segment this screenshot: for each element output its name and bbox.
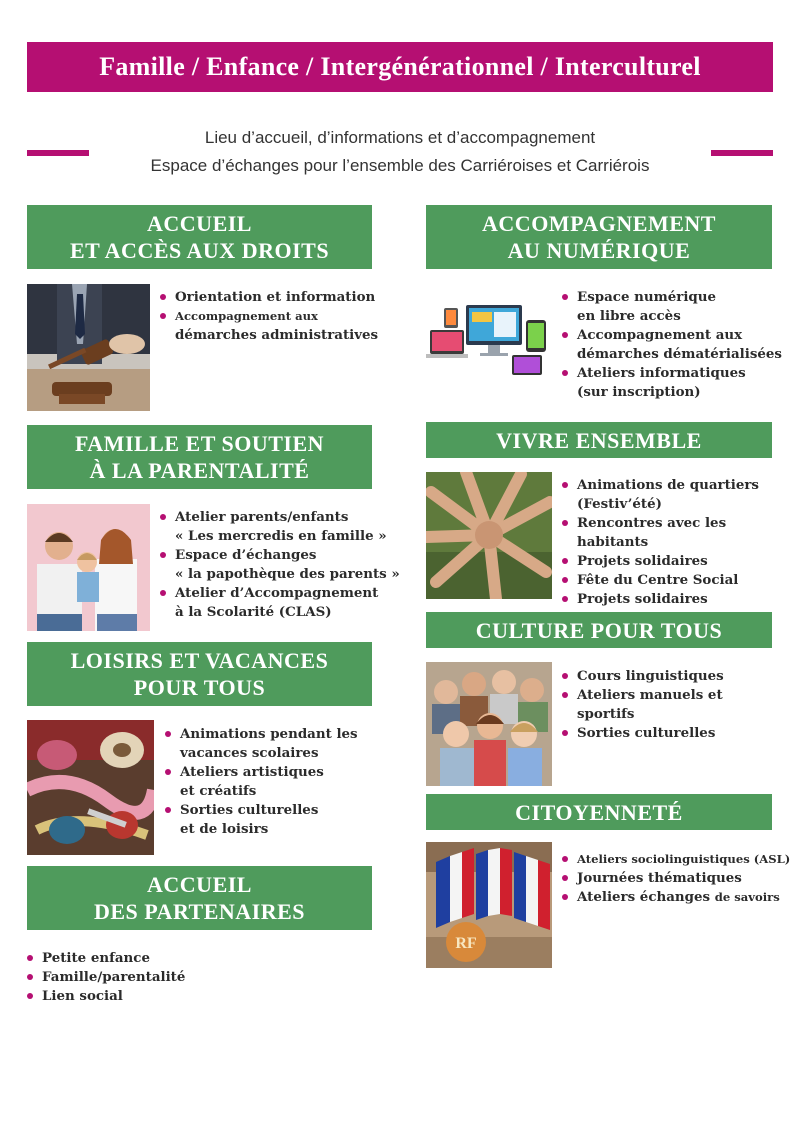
gavel-photo xyxy=(27,284,150,411)
list-loisirs xyxy=(165,725,358,839)
left-accent-bar xyxy=(27,150,89,156)
intro-line-2: Espace d’échanges pour l’ensemble des Carriéroises et Carriérois xyxy=(150,156,650,175)
header-line: ACCOMPAGNEMENT xyxy=(482,211,716,236)
section-header-culture xyxy=(426,612,772,648)
list-numerique xyxy=(562,288,782,402)
list-item: Ateliers artistiques et créatifs xyxy=(165,763,358,801)
section-header-famille xyxy=(27,425,372,489)
list-item: Atelier d’Accompagnement à la Scolarité (CLAS) xyxy=(160,584,400,622)
list-item: Atelier parents/enfants « Les mercredis en famille » xyxy=(160,508,400,546)
list-vivre-ensemble xyxy=(562,476,759,609)
hands-photo xyxy=(426,472,552,599)
list-item: Espace d’échanges « la papothèque des parents » xyxy=(160,546,400,584)
group-photo xyxy=(426,662,552,786)
list-item: Cours linguistiques xyxy=(562,667,724,686)
list-accueil-droits xyxy=(160,288,378,345)
list-item: Ateliers échanges de savoirs xyxy=(562,888,790,907)
header-line: LOISIRS ET VACANCES xyxy=(70,648,329,673)
list-item: Rencontres avec les habitants xyxy=(562,514,759,552)
header-line: CULTURE POUR TOUS xyxy=(475,617,723,643)
list-item: Petite enfance xyxy=(27,949,185,968)
section-header-partenaires xyxy=(27,866,372,930)
list-item: Ateliers sociolinguistiques (ASL) xyxy=(562,850,790,869)
list-item: Ateliers informatiques (sur inscription) xyxy=(562,364,782,402)
section-header-loisirs xyxy=(27,642,372,706)
rf-badge-text: RF xyxy=(455,935,477,952)
right-accent-bar xyxy=(711,150,773,156)
list-item: Sorties culturelles et de loisirs xyxy=(165,801,358,839)
header-line: DES PARTENAIRES xyxy=(93,899,306,924)
header-line: AU NUMÉRIQUE xyxy=(507,238,691,263)
list-item: Fête du Centre Social xyxy=(562,571,759,590)
header-line: FAMILLE ET SOUTIEN xyxy=(74,431,325,456)
list-citoyennete xyxy=(562,850,790,907)
list-item: Animations pendant les vacances scolaires xyxy=(165,725,358,763)
sewing-photo xyxy=(27,720,154,855)
header-line: ACCUEIL xyxy=(147,211,252,236)
list-item: Projets solidaires xyxy=(562,552,759,571)
intro-line-1: Lieu d’accueil, d’informations et d’accompagnement xyxy=(204,128,596,147)
header-line: ET ACCÈS AUX DROITS xyxy=(69,238,330,263)
family-photo xyxy=(27,504,150,631)
header-line: POUR TOUS xyxy=(133,675,266,700)
list-item: Accompagnement aux démarches dématérialisées xyxy=(562,326,782,364)
flags-photo xyxy=(426,842,552,968)
page-banner: Famille / Enfance / Intergénérationnel / Interculturel xyxy=(27,42,773,92)
list-item: Espace numérique en libre accès xyxy=(562,288,782,326)
list-famille xyxy=(160,508,400,622)
list-item: Projets solidaires xyxy=(562,590,759,609)
list-item: Animations de quartiers (Festiv’été) xyxy=(562,476,759,514)
list-item: Ateliers manuels et sportifs xyxy=(562,686,724,724)
section-header-vivre-ensemble xyxy=(426,422,772,458)
list-item: Famille/parentalité xyxy=(27,968,185,987)
section-header-numerique xyxy=(426,205,772,269)
header-line: À LA PARENTALITÉ xyxy=(89,458,310,483)
header-line: CITOYENNETÉ xyxy=(515,799,683,825)
header-line: ACCUEIL xyxy=(147,872,252,897)
list-culture xyxy=(562,667,724,743)
header-line: VIVRE ENSEMBLE xyxy=(496,427,702,453)
list-item: Orientation et information xyxy=(160,288,378,307)
section-header-citoyennete xyxy=(426,794,772,830)
intro-text xyxy=(95,124,705,180)
list-item: Accompagnement aux démarches administratives xyxy=(160,307,378,345)
section-header-accueil-droits xyxy=(27,205,372,269)
list-item: Lien social xyxy=(27,987,185,1006)
devices-photo xyxy=(426,300,552,382)
list-item: Sorties culturelles xyxy=(562,724,724,743)
list-partenaires xyxy=(27,949,185,1006)
list-item: Journées thématiques xyxy=(562,869,790,888)
